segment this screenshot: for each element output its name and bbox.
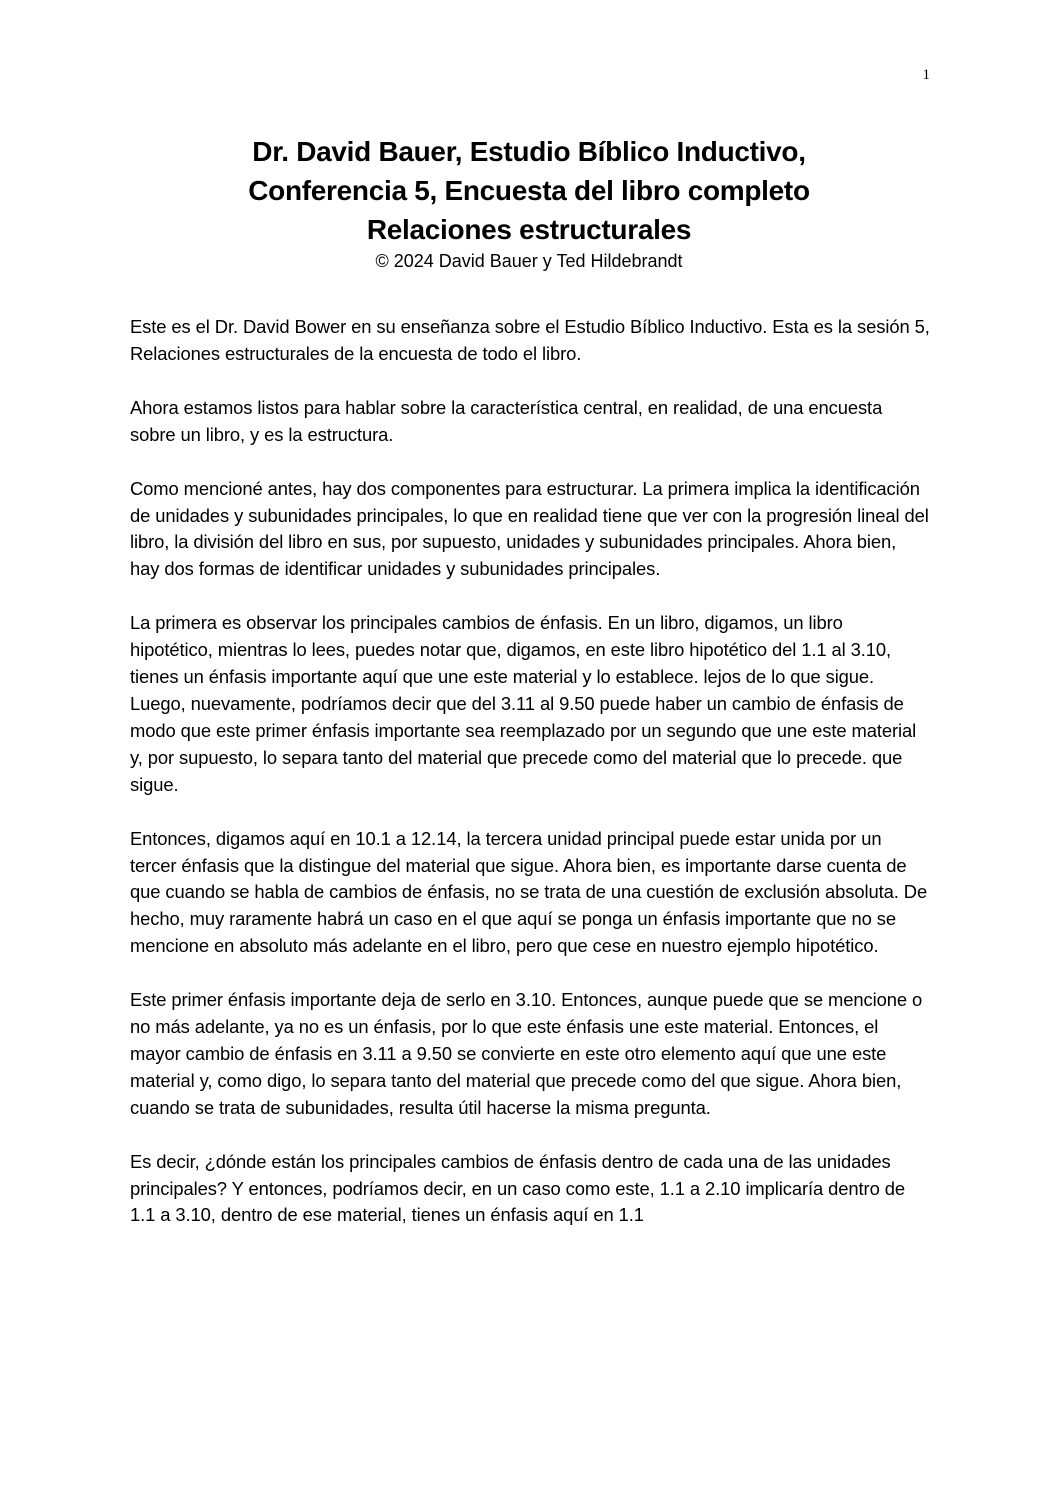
paragraph-6: Este primer énfasis importante deja de serlo en 3.10. Entonces, aunque puede que se mencione o no más adelante, ya no es un énfasis, por lo que este énfasis une este material. Entonces, el mayor cambio de énfasis en 3.11 a 9.50 se convierte en este otro elemento aquí que une este material y, como digo, lo separa tanto del material que precede como del que sigue. Ahora bien, cuando se trata de subunidades, resulta útil hacerse la misma pregunta. [130,989,923,1118]
paragraph-3: Como mencioné antes, hay dos componentes para estructurar. La primera implica la identificación de unidades y subunidades principales, lo que en realidad tiene que ver con la progresión lineal del libro, la división del libro en sus, por supuesto, unidades y subunidades principales. Ahora bien, hay dos formas de identificar unidades y subunidades principales. [130,477,929,580]
copyright-line: © 2024 David Bauer y Ted Hildebrandt [375,251,683,271]
paragraph-1: Este es el Dr. David Bower en su enseñanza sobre el Estudio Bíblico Inductivo. Esta es la sesión 5, Relaciones estructurales de la encuesta de todo el libro. [130,316,930,364]
paragraph-5: Entonces, digamos aquí en 10.1 a 12.14, la tercera unidad principal puede estar unida por un tercer énfasis que la distingue del material que sigue. Ahora bien, es importante darse cuenta de que cuando se habla de cambios de énfasis, no se trata de una cuestión de exclusión absoluta. De hecho, muy raramente habrá un caso en el que aquí se ponga un énfasis importante que no se mencione en absoluto más adelante en el libro, pero que cese en nuestro ejemplo hipotético. [130,827,928,957]
paragraph-4: La primera es observar los principales cambios de énfasis. En un libro, digamos, un libro hipotético, mientras lo lees, puedes notar que, digamos, en este libro hipotético del 1.1 al 3.10, tienes un énfasis importante aquí que une este material y lo establece. lejos de lo que sigue. Luego, nuevamente, podríamos decir que del 3.11 al 9.50 puede haber un cambio de énfasis de modo que este primer énfasis importante sea reemplazado por un segundo que une este material y, por supuesto, lo separa tanto del material que precede como del material que lo precede. que sigue. [130,612,917,795]
paragraph-7: Es decir, ¿dónde están los principales cambios de énfasis dentro de cada una de las unidades principales? Y entonces, podríamos decir, en un caso como este, 1.1 a 2.10 implicaría dentro de 1.1 a 3.10, dentro de ese material, tienes un énfasis aquí en 1.1 [130,1150,905,1226]
document-body [130,314,930,1256]
title-line-1: Dr. David Bauer, Estudio Bíblico Inductivo, [252,136,806,167]
page-number: 1 [922,67,930,83]
title-line-2: Conferencia 5, Encuesta del libro completo [248,175,810,206]
paragraph-2: Ahora estamos listos para hablar sobre la característica central, en realidad, de una encuesta sobre un libro, y es la estructura. [130,396,883,445]
title-line-3: Relaciones estructurales [366,214,692,245]
document-header [130,132,928,273]
